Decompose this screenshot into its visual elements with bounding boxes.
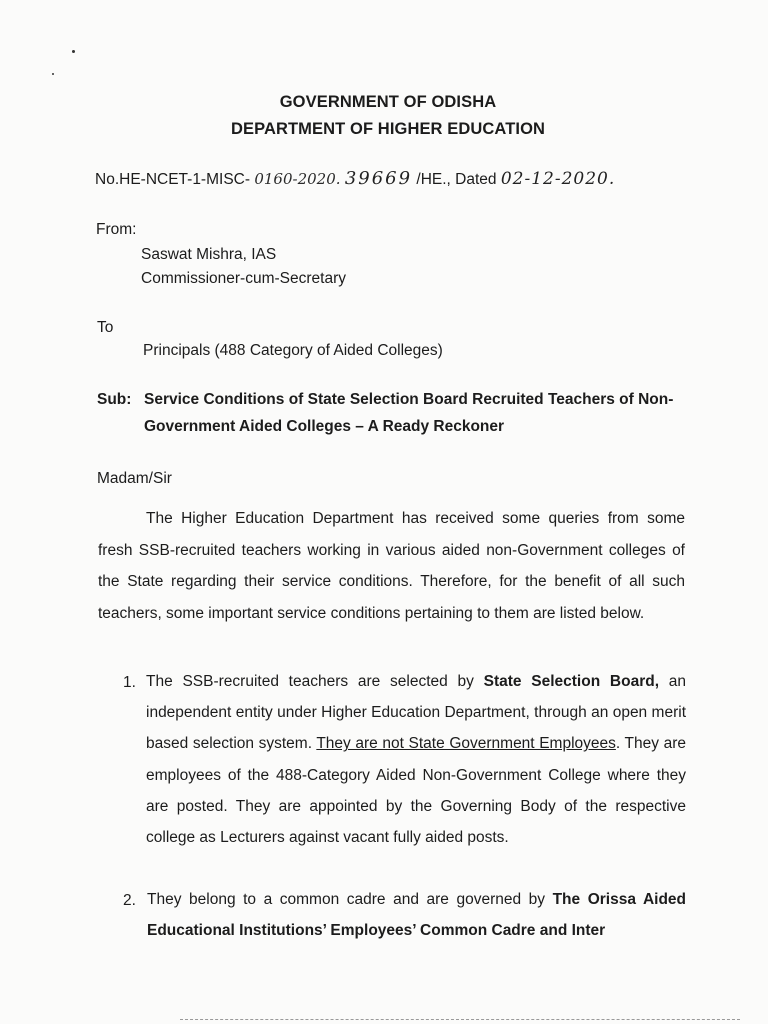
sender-designation: Commissioner-cum-Secretary: [141, 270, 346, 287]
to-label: To: [97, 319, 114, 336]
from-label: From:: [96, 221, 137, 238]
subject-block: [97, 386, 697, 440]
list-item: They belong to a common cadre and are governed by The Orissa Aided Educational Institutions’ Employees’ Common Cadre and Inter: [147, 891, 686, 940]
scan-speck: [72, 50, 75, 53]
department-heading: DEPARTMENT OF HIGHER EDUCATION: [230, 120, 546, 138]
item-number: 2.: [123, 892, 136, 909]
salutation: Madam/Sir: [97, 470, 172, 487]
list-item: The SSB-recruited teachers are selected by State Selection Board, an independent entity under Higher Education Department, through an open merit based selection system. They are not State Government Employees. They are employees of the 488-Category Aided Non-Government College where they are posted. They are appointed by the Governing Body of the respective college as Lecturers against vacant fully aided posts.: [146, 673, 686, 847]
handwritten-file-code: 0160-2020.: [254, 170, 341, 188]
recipient: Principals (488 Category of Aided Colleges): [143, 342, 443, 359]
sender-name: Saswat Mishra, IAS: [141, 246, 277, 263]
reference-prefix: No.HE-NCET-1-MISC-: [95, 171, 255, 188]
subject-line-1: Service Conditions of State Selection Board Recruited Teachers of Non-: [144, 391, 674, 408]
handwritten-letter-number: 39669: [344, 168, 413, 189]
government-heading: GOVERNMENT OF ODISHA: [279, 93, 497, 111]
subject-label: Sub:: [97, 391, 132, 408]
intro-paragraph: The Higher Education Department has received some queries from some fresh SSB-recruited teachers working in various aided non-Government colleges of the State regarding their service conditions. Therefore, for the benefit of all such teachers, some important service conditions pertaining to them are listed below.: [98, 510, 685, 622]
scan-edge-line: [180, 1019, 740, 1021]
reference-middle: /HE., Dated: [412, 171, 501, 188]
handwritten-date: 02-12-2020.: [500, 169, 616, 189]
scan-speck: [52, 73, 54, 75]
subject-line-2: Government Aided Colleges – A Ready Reckoner: [144, 418, 505, 435]
item-number: 1.: [123, 674, 136, 691]
reference-line: [95, 168, 615, 189]
